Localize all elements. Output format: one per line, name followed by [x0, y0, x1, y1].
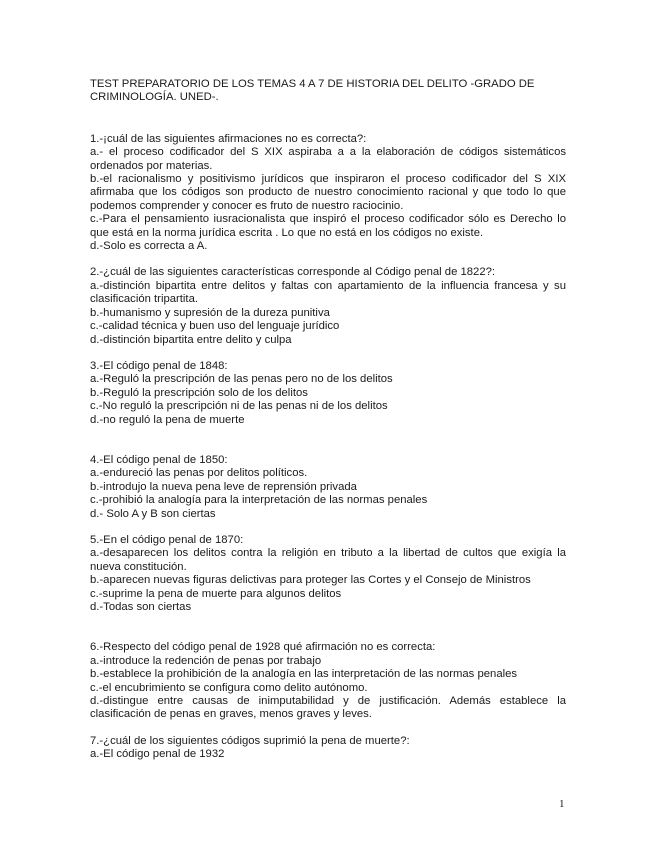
option-a: a.-El código penal de 1932	[90, 748, 225, 761]
question-text: 1.-¡cuál de las siguientes afirmaciones no es correcta?:	[90, 132, 367, 145]
question-2	[90, 266, 566, 346]
question-4	[90, 454, 566, 521]
option-d: d.-distingue entre causas de inimputabilidad y de justificación. Además establece la clasificación de penas en graves, menos graves y leves.	[90, 695, 566, 721]
option-c: c.-suprime la pena de muerte para algunos delitos	[90, 587, 342, 600]
option-b: b.-aparecen nuevas figuras delictivas para proteger las Cortes y el Consejo de Ministros	[90, 574, 531, 587]
option-d: d.-no reguló la pena de muerte	[90, 413, 245, 426]
question-text: 7.-¿cuál de los siguientes códigos suprimió la pena de muerte?:	[90, 734, 410, 747]
option-a: a.-introduce la redención de penas por trabajo	[90, 654, 322, 667]
option-a: a.- el proceso codificador del S XIX aspiraba a a la elaboración de códigos sistemáticos ordenados por materias.	[90, 146, 566, 172]
option-a: a.-desaparecen los delitos contra la religión en tributo a la libertad de cultos que exigía la nueva constitución.	[90, 547, 566, 573]
question-3	[90, 360, 566, 427]
question-1	[90, 133, 566, 254]
option-d: d.-Todas son ciertas	[90, 601, 192, 613]
option-b: b.-el racionalismo y positivismo jurídicos que inspiraron el proceso codificador del S XIX afirmaba que los códigos son producto de nuestro conocimiento racional y que todo lo que podemos comprender y conocer es fruto de nuestro raciocinio.	[90, 173, 566, 212]
question-text: 5.-En el código penal de 1870:	[90, 533, 244, 546]
document-title: TEST PREPARATORIO DE LOS TEMAS 4 A 7 DE HISTORIA DEL DELITO -GRADO DE CRIMINOLOGÍA. UNED-.	[90, 78, 535, 104]
spacer	[90, 253, 566, 266]
option-c: c.-el encubrimiento se configura como delito autónomo.	[90, 681, 368, 694]
question-text: 3.-El código penal de 1848:	[90, 359, 228, 372]
spacer	[90, 427, 566, 454]
question-6	[90, 641, 566, 721]
page-number: 1	[559, 798, 565, 810]
option-d: d.-Solo es correcta a A.	[90, 240, 208, 253]
option-c: c.-calidad técnica y buen uso del lenguaje jurídico	[90, 320, 340, 333]
question-5	[90, 534, 566, 614]
spacer	[90, 614, 566, 641]
option-a: a.-Reguló la prescripción de las penas pero no de los delitos	[90, 373, 393, 386]
option-d: d.- Solo A y B son ciertas	[90, 507, 216, 520]
option-c: c.-No reguló la prescripción ni de las penas ni de los delitos	[90, 400, 388, 413]
question-text: 6.-Respecto del código penal de 1928 qué afirmación no es correcta:	[90, 641, 436, 654]
question-text: 2.-¿cuál de las siguientes características corresponde al Código penal de 1822?:	[90, 266, 496, 279]
question-text: 4.-El código penal de 1850:	[90, 453, 228, 466]
option-a: a.-endureció las penas por delitos políticos.	[90, 467, 308, 480]
option-d: d.-distinción bipartita entre delito y culpa	[90, 333, 292, 346]
option-c: c.-prohibió la analogía para la interpretación de las normas penales	[90, 494, 428, 507]
option-b: b.-introdujo la nueva pena leve de reprensión privada	[90, 480, 357, 493]
option-b: b.-establece la prohibición de la analogía en las interpretación de las normas penales	[90, 668, 518, 681]
question-7	[90, 735, 566, 762]
spacer	[90, 521, 566, 534]
document-content	[90, 78, 566, 762]
spacer	[90, 347, 566, 360]
spacer	[90, 722, 566, 735]
option-c: c.-Para el pensamiento iusracionalista que inspiró el proceso codificador sólo es Derecho lo que está en la norma jurídica escrita . Lo que no está en los códigos no existe.	[90, 213, 566, 239]
option-b: b.-humanismo y supresión de la dureza punitiva	[90, 306, 330, 319]
option-b: b.-Reguló la prescripción solo de los delitos	[90, 386, 308, 399]
option-a: a.-distinción bipartita entre delitos y faltas con apartamiento de la influencia francesa y su clasificación tripartita.	[90, 279, 566, 306]
